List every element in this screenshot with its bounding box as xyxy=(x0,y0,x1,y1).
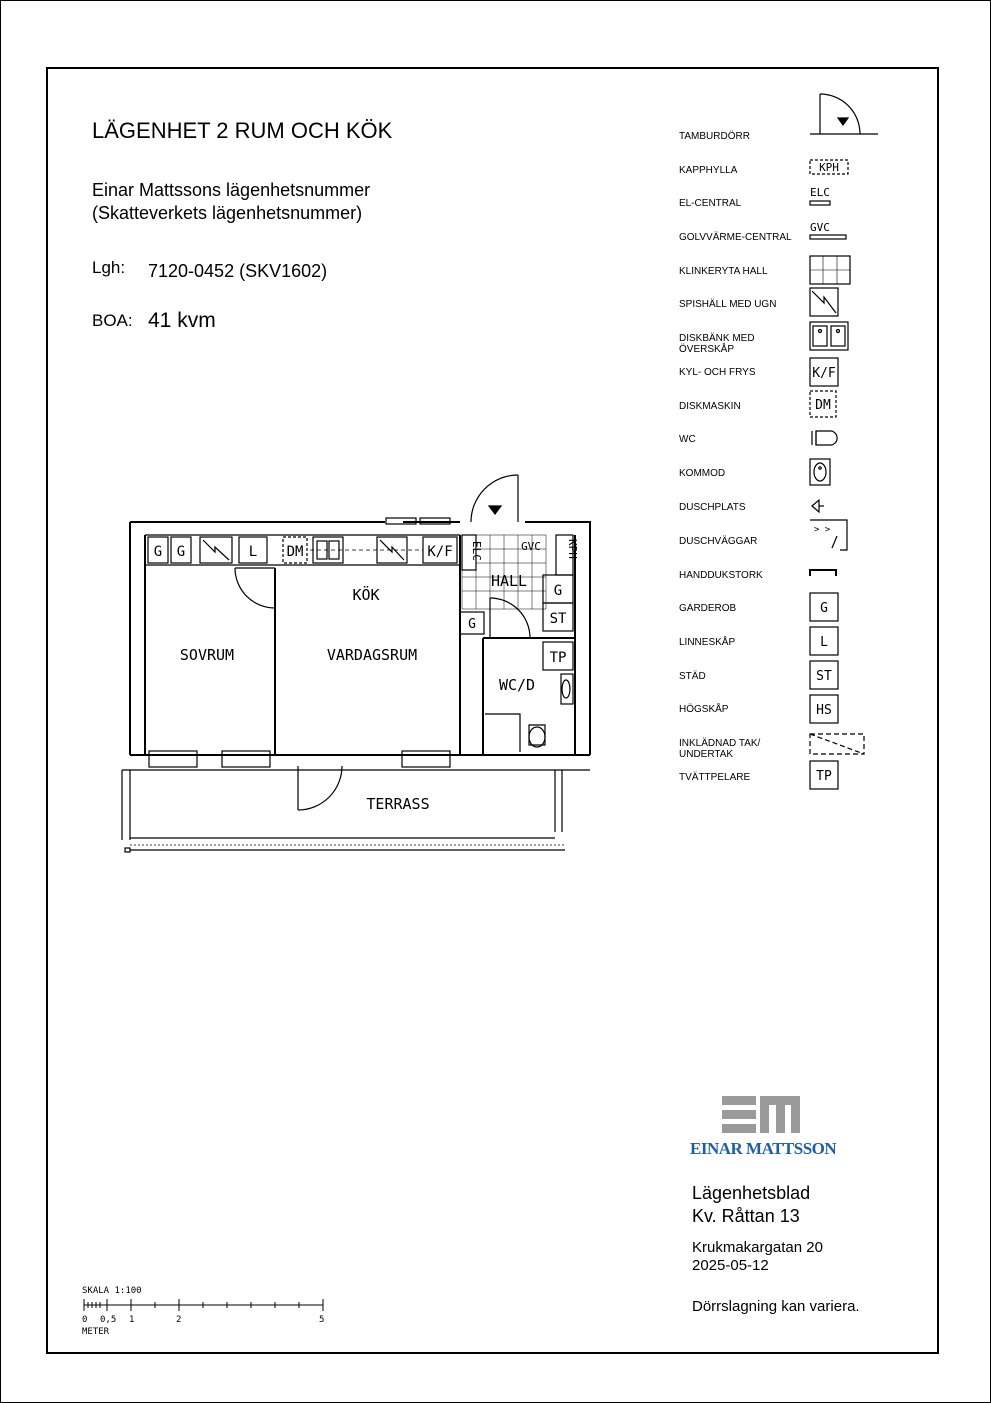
address: Krukmakargatan 20 xyxy=(692,1239,823,1256)
shower-walls-icon xyxy=(810,520,847,550)
towel-rail-icon xyxy=(810,570,836,576)
svg-text:TP: TP xyxy=(816,769,832,784)
l-icon xyxy=(810,627,838,655)
doc-type: Lägenhetsblad xyxy=(692,1183,811,1203)
svg-text:GVC: GVC xyxy=(810,221,830,234)
svg-text:ELC: ELC xyxy=(810,186,830,199)
door-note: Dörrslagning kan variera. xyxy=(692,1298,860,1315)
legend-label: HANDDUKSTORK xyxy=(679,570,763,581)
terrace-door[interactable] xyxy=(298,766,342,810)
stove-icon xyxy=(810,288,838,316)
apartment-number-line: Einar Mattssons lägenhetsnummer xyxy=(92,180,371,200)
tag-kf: K/F xyxy=(427,544,453,560)
boa-label: BOA: xyxy=(92,311,133,330)
gvc-icon xyxy=(810,221,846,239)
toilet-icon xyxy=(812,431,837,445)
hs-icon xyxy=(810,695,838,723)
scale-label: SKALA 1:100 xyxy=(82,1286,142,1296)
room-wcd: WC/D xyxy=(498,676,536,694)
window xyxy=(402,751,450,767)
elc-icon xyxy=(810,186,830,205)
tile-grid-icon xyxy=(810,256,850,284)
tag-l: L xyxy=(248,544,258,560)
room-sovrum: SOVRUM xyxy=(179,646,235,664)
legend-label: DISKBÄNK MED xyxy=(679,333,755,344)
legend-label: KYL- OCH FRYS xyxy=(679,367,756,378)
tag-st: ST xyxy=(549,611,567,627)
lgh-value: 7120-0452 (SKV1602) xyxy=(148,261,328,281)
room-terrass: TERRASS xyxy=(366,795,430,813)
legend-label-2: UNDERTAK xyxy=(679,749,734,760)
boa-value: 41 kvm xyxy=(148,309,216,332)
legend-label: DISKMASKIN xyxy=(679,401,741,412)
legend-label: TVÄTTPELARE xyxy=(679,772,751,783)
scale-tick: 5 xyxy=(319,1315,325,1325)
tag-g: G xyxy=(176,544,186,560)
room-kok: KÖK xyxy=(352,586,380,604)
legend-label: KLINKERYTA HALL xyxy=(679,266,768,277)
legend-label: WC xyxy=(679,434,696,445)
legend-symbols xyxy=(800,88,880,798)
scale-tick: 1 xyxy=(129,1315,135,1325)
tag-g: G xyxy=(153,544,163,560)
ceiling-cladding-icon xyxy=(810,734,864,754)
bathroom-door[interactable] xyxy=(490,598,530,638)
room-vardagsrum: VARDAGSRUM xyxy=(326,646,418,664)
legend-label-2: ÖVERSKÅP xyxy=(679,344,735,355)
kf-icon xyxy=(810,358,838,386)
tag-g: G xyxy=(468,617,476,632)
kph-icon xyxy=(810,160,848,174)
lgh-label: Lgh: xyxy=(92,258,126,277)
page-title: LÄGENHET 2 RUM OCH KÖK xyxy=(92,118,393,143)
svg-text:K/F: K/F xyxy=(812,366,836,381)
dm-icon xyxy=(810,391,836,417)
sink-icon xyxy=(810,322,848,350)
em-logo xyxy=(722,1096,802,1134)
svg-text:HS: HS xyxy=(816,703,832,718)
scale-bar xyxy=(80,1297,330,1315)
legend-label: GOLVVÄRME-CENTRAL xyxy=(679,232,792,243)
scale-unit: METER xyxy=(82,1327,110,1337)
legend-label: SPISHÄLL MED UGN xyxy=(679,299,777,310)
tag-elc: ELC xyxy=(470,541,483,561)
svg-text:L: L xyxy=(820,635,828,650)
legend-label: STÄD xyxy=(679,671,706,682)
svg-text:ST: ST xyxy=(816,669,832,684)
legend-label: DUSCHVÄGGAR xyxy=(679,536,758,547)
legend-label: GARDEROB xyxy=(679,603,737,614)
legend-label: TAMBURDÖRR xyxy=(679,131,750,142)
window xyxy=(149,751,197,767)
legend-label: KAPPHYLLA xyxy=(679,165,738,176)
tp-icon xyxy=(810,761,838,789)
legend-label: LINNESKÅP xyxy=(679,637,736,648)
legend-label: INKLÄDNAD TAK/ xyxy=(679,738,761,749)
scale-tick: 0,5 xyxy=(100,1315,117,1325)
svg-text:DM: DM xyxy=(815,398,831,413)
shower-icon xyxy=(812,500,824,512)
g-icon xyxy=(810,593,838,621)
tag-gvc: GVC xyxy=(521,540,541,553)
legend-label: DUSCHPLATS xyxy=(679,502,746,513)
window xyxy=(222,751,270,767)
tag-g: G xyxy=(553,583,563,599)
tag-tp: TP xyxy=(549,650,567,666)
tag-dm: DM xyxy=(286,544,304,560)
st-icon xyxy=(810,661,838,689)
tax-number-line: (Skatteverkets lägenhetsnummer) xyxy=(92,203,363,223)
legend-label: KOMMOD xyxy=(679,468,726,479)
svg-text:KPH: KPH xyxy=(819,161,839,174)
scale-tick: 2 xyxy=(176,1315,182,1325)
legend-label: EL-CENTRAL xyxy=(679,198,742,209)
svg-text:G: G xyxy=(820,601,828,616)
svg-text:> >: > > xyxy=(814,525,831,535)
tag-kph: KPH xyxy=(566,539,579,559)
date: 2025-05-12 xyxy=(692,1257,769,1274)
brand-name: EINAR MATTSSON xyxy=(690,1139,837,1158)
entrance-door[interactable] xyxy=(471,475,518,522)
floor-plan xyxy=(115,470,595,860)
scale-tick: 0 xyxy=(82,1315,88,1325)
bedroom-door[interactable] xyxy=(235,568,275,608)
washbasin-icon xyxy=(810,459,830,485)
door-swing-icon xyxy=(810,94,878,134)
legend-label: HÖGSKÅP xyxy=(679,704,729,715)
room-hall: HALL xyxy=(490,572,528,590)
property-name: Kv. Råttan 13 xyxy=(692,1206,800,1226)
